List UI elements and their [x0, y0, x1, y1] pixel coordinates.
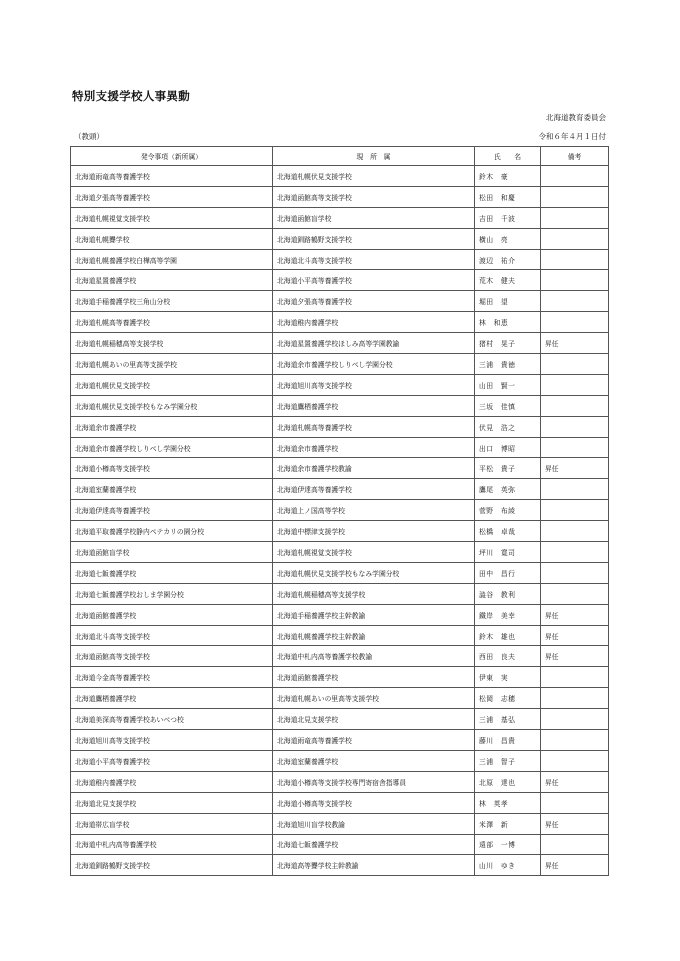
new-post-cell: 北海道雨竜高等養護学校: [71, 166, 273, 187]
table-row: [71, 855, 609, 876]
table-header-row: [71, 147, 609, 166]
issuing-organization: 北海道教育委員会: [546, 113, 606, 122]
new-post-cell: 北海道伊達高等養護学校: [71, 500, 273, 521]
table-row: [71, 646, 609, 667]
new-post-cell: 北海道夕張高等養護学校: [71, 186, 273, 207]
remarks-cell: [541, 166, 609, 187]
name-cell: 坪川 寛司: [475, 542, 541, 563]
table-row: [71, 834, 609, 855]
name-cell: 三浦 貴徳: [475, 354, 541, 375]
remarks-cell: [541, 395, 609, 416]
table-row: [71, 792, 609, 813]
table-row: [71, 354, 609, 375]
new-post-cell: 北海道帯広盲学校: [71, 813, 273, 834]
current-post-cell: 北海道高等聾学校主幹教諭: [273, 855, 475, 876]
name-cell: 三浦 智子: [475, 750, 541, 771]
new-post-cell: 北海道稚内養護学校: [71, 771, 273, 792]
header-name: 氏 名: [475, 147, 541, 166]
current-post-cell: 北海道上ノ国高等学校: [273, 500, 475, 521]
current-post-cell: 北海道星置養護学校ほしみ高等学園教諭: [273, 333, 475, 354]
name-cell: 松田 和慶: [475, 186, 541, 207]
name-cell: 鐵岸 美幸: [475, 604, 541, 625]
new-post-cell: 北海道札幌高等養護学校: [71, 312, 273, 333]
current-post-cell: 北海道室蘭養護学校: [273, 750, 475, 771]
table-row: [71, 583, 609, 604]
name-cell: 山川 ゆき: [475, 855, 541, 876]
name-cell: 三坂 佳慎: [475, 395, 541, 416]
table-row: [71, 166, 609, 187]
remarks-cell: [541, 228, 609, 249]
current-post-cell: 北海道北斗高等支援学校: [273, 249, 475, 270]
current-post-cell: 北海道夕張高等養護学校: [273, 291, 475, 312]
table-row: [71, 500, 609, 521]
remarks-cell: [541, 709, 609, 730]
remarks-cell: [541, 186, 609, 207]
remarks-cell: [541, 583, 609, 604]
table-row: [71, 416, 609, 437]
current-post-cell: 北海道函館盲学校: [273, 207, 475, 228]
name-cell: 林 和恵: [475, 312, 541, 333]
header-new-post: 発令事項（新所属）: [71, 147, 273, 166]
name-cell: 渡辺 祐介: [475, 249, 541, 270]
new-post-cell: 北海道札幌伏見支援学校: [71, 374, 273, 395]
current-post-cell: 北海道余市養護学校: [273, 437, 475, 458]
current-post-cell: 北海道余市養護学校教諭: [273, 458, 475, 479]
table-row: [71, 521, 609, 542]
remarks-cell: [541, 291, 609, 312]
current-post-cell: 北海道雨竜高等養護学校: [273, 730, 475, 751]
current-post-cell: 北海道札幌視覚支援学校: [273, 542, 475, 563]
current-post-cell: 北海道札幌養護学校主幹教諭: [273, 625, 475, 646]
new-post-cell: 北海道北見支援学校: [71, 792, 273, 813]
new-post-cell: 北海道中札内高等養護学校: [71, 834, 273, 855]
remarks-cell: [541, 249, 609, 270]
table-row: [71, 771, 609, 792]
remarks-cell: [541, 667, 609, 688]
current-post-cell: 北海道北見支援学校: [273, 709, 475, 730]
new-post-cell: 北海道七飯養護学校おしま学園分校: [71, 583, 273, 604]
current-post-cell: 北海道札幌伏見支援学校もなみ学園分校: [273, 562, 475, 583]
remarks-cell: [541, 730, 609, 751]
remarks-cell: [541, 312, 609, 333]
new-post-cell: 北海道旭川高等支援学校: [71, 730, 273, 751]
new-post-cell: 北海道美深高等養護学校あいべつ校: [71, 709, 273, 730]
new-post-cell: 北海道今金高等養護学校: [71, 667, 273, 688]
table-row: [71, 458, 609, 479]
name-cell: 伏見 浩之: [475, 416, 541, 437]
name-cell: 鷹尾 英弥: [475, 479, 541, 500]
current-post-cell: 北海道函館養護学校: [273, 667, 475, 688]
remarks-cell: 昇任: [541, 333, 609, 354]
new-post-cell: 北海道札幌あいの里高等支援学校: [71, 354, 273, 375]
table-row: [71, 333, 609, 354]
name-cell: 林 英孝: [475, 792, 541, 813]
table-row: [71, 604, 609, 625]
table-row: [71, 374, 609, 395]
current-post-cell: 北海道鷹栖養護学校: [273, 395, 475, 416]
table-row: [71, 270, 609, 291]
table-row: [71, 228, 609, 249]
name-cell: 田中 昌行: [475, 562, 541, 583]
name-cell: 菅野 布綾: [475, 500, 541, 521]
remarks-cell: [541, 500, 609, 521]
table-row: [71, 730, 609, 751]
new-post-cell: 北海道七飯養護学校: [71, 562, 273, 583]
remarks-cell: [541, 688, 609, 709]
remarks-cell: [541, 354, 609, 375]
header-remarks: 備考: [541, 147, 609, 166]
new-post-cell: 北海道函館養護学校: [71, 604, 273, 625]
name-cell: 澁谷 教利: [475, 583, 541, 604]
new-post-cell: 北海道札幌養護学校白樺高等学園: [71, 249, 273, 270]
name-cell: 北原 達也: [475, 771, 541, 792]
remarks-cell: [541, 374, 609, 395]
current-post-cell: 北海道旭川高等支援学校: [273, 374, 475, 395]
effective-date: 令和６年４月１日付: [538, 132, 606, 141]
current-post-cell: 北海道札幌あいの里高等支援学校: [273, 688, 475, 709]
remarks-cell: [541, 479, 609, 500]
table-row: [71, 207, 609, 228]
new-post-cell: 北海道室蘭養護学校: [71, 479, 273, 500]
remarks-cell: [541, 834, 609, 855]
name-cell: 伊東 実: [475, 667, 541, 688]
current-post-cell: 北海道札幌伏見支援学校: [273, 166, 475, 187]
new-post-cell: 北海道鷹栖養護学校: [71, 688, 273, 709]
table-row: [71, 542, 609, 563]
table-row: [71, 667, 609, 688]
table-row: [71, 437, 609, 458]
remarks-cell: [541, 542, 609, 563]
table-row: [71, 562, 609, 583]
name-cell: 鈴木 豪: [475, 166, 541, 187]
remarks-cell: [541, 562, 609, 583]
personnel-table: [70, 146, 609, 876]
current-post-cell: 北海道手稲養護学校主幹教諭: [273, 604, 475, 625]
current-post-cell: 北海道札幌稲穂高等支援学校: [273, 583, 475, 604]
table-row: [71, 291, 609, 312]
name-cell: 松橋 卓哉: [475, 521, 541, 542]
remarks-cell: 昇任: [541, 604, 609, 625]
table-row: [71, 395, 609, 416]
table-row: [71, 709, 609, 730]
remarks-cell: [541, 437, 609, 458]
position-category: （教頭）: [74, 132, 104, 141]
new-post-cell: 北海道星置養護学校: [71, 270, 273, 291]
new-post-cell: 北海道札幌稲穂高等支援学校: [71, 333, 273, 354]
current-post-cell: 北海道小樽高等支援学校専門寄宿舎指導員: [273, 771, 475, 792]
new-post-cell: 北海道札幌視覚支援学校: [71, 207, 273, 228]
name-cell: 山田 賢一: [475, 374, 541, 395]
remarks-cell: [541, 750, 609, 771]
current-post-cell: 北海道小樽高等支援学校: [273, 792, 475, 813]
table-row: [71, 688, 609, 709]
current-post-cell: 北海道伊達高等養護学校: [273, 479, 475, 500]
new-post-cell: 北海道小樽高等支援学校: [71, 458, 273, 479]
remarks-cell: [541, 416, 609, 437]
name-cell: 平松 貴子: [475, 458, 541, 479]
current-post-cell: 北海道札幌高等養護学校: [273, 416, 475, 437]
remarks-cell: 昇任: [541, 771, 609, 792]
remarks-cell: [541, 270, 609, 291]
remarks-cell: [541, 521, 609, 542]
new-post-cell: 北海道余市養護学校しりべし学園分校: [71, 437, 273, 458]
table-row: [71, 479, 609, 500]
remarks-cell: 昇任: [541, 813, 609, 834]
name-cell: 出口 博昭: [475, 437, 541, 458]
new-post-cell: 北海道函館盲学校: [71, 542, 273, 563]
current-post-cell: 北海道中札内高等養護学校教諭: [273, 646, 475, 667]
new-post-cell: 北海道函館高等支援学校: [71, 646, 273, 667]
name-cell: 堀田 望: [475, 291, 541, 312]
new-post-cell: 北海道札幌伏見支援学校もなみ学園分校: [71, 395, 273, 416]
name-cell: 横山 亮: [475, 228, 541, 249]
name-cell: 三浦 基弘: [475, 709, 541, 730]
remarks-cell: 昇任: [541, 625, 609, 646]
name-cell: 鈴木 雄也: [475, 625, 541, 646]
table-row: [71, 186, 609, 207]
table-row: [71, 625, 609, 646]
new-post-cell: 北海道札幌聾学校: [71, 228, 273, 249]
current-post-cell: 北海道函館高等支援学校: [273, 186, 475, 207]
name-cell: 猪村 晃子: [475, 333, 541, 354]
name-cell: 松岡 志穂: [475, 688, 541, 709]
current-post-cell: 北海道余市養護学校しりべし学園分校: [273, 354, 475, 375]
document-title: 特別支援学校人事異動: [72, 89, 190, 103]
remarks-cell: [541, 792, 609, 813]
name-cell: 吉田 千波: [475, 207, 541, 228]
new-post-cell: 北海道小平高等養護学校: [71, 750, 273, 771]
name-cell: 荒木 健夫: [475, 270, 541, 291]
header-current-post: 現 所 属: [273, 147, 475, 166]
new-post-cell: 北海道手稲養護学校三角山分校: [71, 291, 273, 312]
current-post-cell: 北海道中標津支援学校: [273, 521, 475, 542]
new-post-cell: 北海道平取養護学校静内ペテカリの園分校: [71, 521, 273, 542]
current-post-cell: 北海道稚内養護学校: [273, 312, 475, 333]
current-post-cell: 北海道七飯養護学校: [273, 834, 475, 855]
table-row: [71, 312, 609, 333]
remarks-cell: [541, 207, 609, 228]
name-cell: 藤川 昌貴: [475, 730, 541, 751]
remarks-cell: 昇任: [541, 458, 609, 479]
new-post-cell: 北海道釧路鶴野支援学校: [71, 855, 273, 876]
new-post-cell: 北海道余市養護学校: [71, 416, 273, 437]
remarks-cell: 昇任: [541, 855, 609, 876]
name-cell: 遠部 一博: [475, 834, 541, 855]
table-row: [71, 750, 609, 771]
current-post-cell: 北海道旭川盲学校教諭: [273, 813, 475, 834]
remarks-cell: 昇任: [541, 646, 609, 667]
new-post-cell: 北海道北斗高等支援学校: [71, 625, 273, 646]
table-row: [71, 813, 609, 834]
name-cell: 米澤 新: [475, 813, 541, 834]
current-post-cell: 北海道釧路鶴野支援学校: [273, 228, 475, 249]
table-row: [71, 249, 609, 270]
current-post-cell: 北海道小平高等養護学校: [273, 270, 475, 291]
name-cell: 西田 良夫: [475, 646, 541, 667]
